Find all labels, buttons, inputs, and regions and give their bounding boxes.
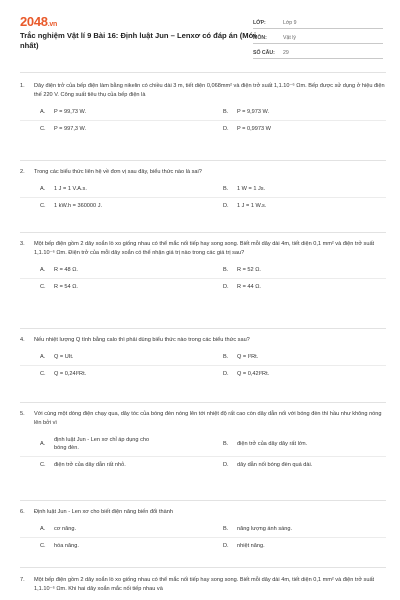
option-text: R = 54 Ω. [54,284,78,290]
option-letter: C. [40,126,46,132]
options-grid [20,181,386,214]
meta-table [253,14,383,59]
option-text: 1 J = 1 W.s. [237,203,267,209]
option-c[interactable] [20,365,203,382]
option-text: Q = 0,42I²Rt. [237,371,270,377]
question-number: 5. [20,411,25,417]
options-grid [20,262,386,295]
meta-label: SỐ CÂU: [253,50,275,56]
question-6 [20,508,386,554]
page-title: Trắc nghiệm Vật lí 9 Bài 16: Định luật Jun – Lenxơ có đáp án (Mới nhất) [20,31,257,50]
option-text: 1 W = 1 Js. [237,186,266,192]
option-text: định luật Jun - Len xơ chỉ áp dụng cho bóng đèn. [54,437,150,451]
option-d[interactable] [203,365,386,382]
option-d[interactable] [203,278,386,295]
option-text: R = 44 Ω. [237,284,261,290]
option-text: điện trở của dây dẫn rất nhỏ. [54,462,126,468]
meta-label: MÔN: [253,35,267,41]
site-logo[interactable] [20,14,57,29]
question-number: 1. [20,83,25,89]
option-letter: C. [40,543,46,549]
option-d[interactable] [203,537,386,554]
meta-row-subject [253,29,383,44]
option-d[interactable] [203,120,386,137]
option-letter: A. [40,267,46,273]
option-b[interactable] [203,432,386,456]
divider [20,402,386,403]
option-text: R = 48 Ω. [54,267,78,273]
logo-text: 2048 [20,14,48,29]
option-letter: A. [40,354,46,360]
option-letter: B. [223,526,229,532]
option-text: 1 J = 1 V.A.s. [54,186,87,192]
question-1 [20,82,386,137]
question-3 [20,240,386,295]
divider [20,567,386,568]
option-text: dây dẫn nối bóng đèn quá dài. [237,462,313,468]
meta-value: Vật lý [283,35,296,41]
divider [20,232,386,233]
question-text: Trong các biểu thức liên hệ về đơn vị sau đây, biểu thức nào là sai? [34,169,202,175]
question-number: 7. [20,577,25,583]
option-a[interactable] [20,104,203,120]
meta-value: 29 [283,50,289,56]
question-4 [20,336,386,382]
question-text: Một bếp điện gồm 2 dây xoắn lò xo giống nhau có thể mắc nối tiếp hay song song. Biết mỗi dây dài 4m, tiết diện 0,1 mm² và điện trở suất 1,1.10⁻⁶ Ωm. Khi hai dây xoắn mắc nối tiếp nhau và [34,577,375,592]
option-c[interactable] [20,537,203,554]
option-text: Q = 0,24I²Rt. [54,371,87,377]
option-a[interactable] [20,432,203,456]
option-b[interactable] [203,521,386,537]
logo-suffix: .vn [47,21,57,28]
question-stem [20,336,386,345]
option-text: P = 997,3 W. [54,126,87,132]
question-number: 4. [20,337,25,343]
option-b[interactable] [203,262,386,278]
option-letter: B. [223,441,229,447]
question-number: 3. [20,241,25,247]
question-text: Nếu nhiệt lượng Q tính bằng calo thì phải dùng biểu thức nào trong các biểu thức sau? [34,337,250,343]
meta-row-class [253,14,383,29]
option-letter: B. [223,186,229,192]
option-letter: D. [223,203,229,209]
option-text: P = 99,73 W. [54,109,87,115]
option-letter: D. [223,371,229,377]
question-stem [20,410,386,428]
question-text: Định luật Jun - Len xơ cho biết điện năng biến đổi thành [34,509,173,515]
option-text: hóa năng. [54,543,79,549]
option-a[interactable] [20,181,203,197]
option-letter: A. [40,441,46,447]
question-stem [20,168,386,177]
option-text: P = 0,9973 W [237,126,271,132]
option-c[interactable] [20,197,203,214]
divider [20,160,386,161]
option-letter: A. [40,109,46,115]
option-letter: A. [40,186,46,192]
option-letter: D. [223,462,229,468]
option-letter: D. [223,126,229,132]
option-letter: D. [223,284,229,290]
question-text: Một bếp điện gồm 2 dây xoắn lò xo giống nhau có thể mắc nối tiếp hay song song. Biết mỗi dây dài 4m, tiết diện 0,1 mm² và điện trở suất 1,1.10⁻⁶ Ωm. Điện trở của mỗi dây xoắn có thể nhận giá trị nào trong các giá trị sau? [34,241,375,256]
option-letter: B. [223,267,229,273]
option-text: 1 kW.h = 360000 J. [54,203,103,209]
option-d[interactable] [203,197,386,214]
option-text: điện trở của dây dây rất lớn. [237,441,308,447]
options-grid [20,349,386,382]
divider [20,500,386,501]
question-text: Dây điện trở của bếp điện làm bằng nikelin có chiều dài 3 m, tiết diện 0,068mm² và điện trở suất 1,1.10⁻⁶ Ωm. Bếp được sử dụng ở hiệu điện thế 220 V. Công suất tiêu thụ của bếp điện là [34,83,385,98]
option-letter: D. [223,543,229,549]
meta-label: LỚP: [253,20,266,26]
option-letter: C. [40,203,46,209]
option-text: P = 9,973 W. [237,109,270,115]
options-grid [20,432,386,473]
question-stem [20,508,386,517]
question-text: Với cùng một dòng điện chạy qua, dây tóc của bóng đèn nóng lên tới nhiệt độ rất cao còn dây dẫn nối với bóng đèn thì hầu như không nóng lên bởi vì [34,411,382,426]
question-2 [20,168,386,214]
question-5 [20,410,386,473]
meta-row-count [253,44,383,59]
option-b[interactable] [203,181,386,197]
option-text: năng lượng ánh sáng. [237,526,293,532]
question-7 [20,576,386,594]
option-text: Q = I²Rt. [237,354,259,360]
question-number: 6. [20,509,25,515]
question-stem [20,240,386,258]
options-grid [20,521,386,554]
option-a[interactable] [20,521,203,537]
option-letter: B. [223,354,229,360]
option-c[interactable] [20,278,203,295]
meta-value: Lớp 9 [283,20,297,26]
question-stem [20,82,386,100]
option-letter: C. [40,284,46,290]
option-letter: B. [223,109,229,115]
option-text: R = 52 Ω. [237,267,261,273]
option-a[interactable] [20,262,203,278]
option-text: cơ năng. [54,526,77,532]
option-text: nhiệt năng. [237,543,265,549]
question-stem [20,576,386,594]
option-letter: C. [40,462,46,468]
option-letter: A. [40,526,46,532]
divider [20,72,386,73]
question-number: 2. [20,169,25,175]
options-grid [20,104,386,137]
option-text: Q = UIt. [54,354,74,360]
option-d[interactable] [203,456,386,473]
option-a[interactable] [20,349,203,365]
option-c[interactable] [20,456,203,473]
option-c[interactable] [20,120,203,137]
divider [20,328,386,329]
option-b[interactable] [203,104,386,120]
option-letter: C. [40,371,46,377]
option-b[interactable] [203,349,386,365]
